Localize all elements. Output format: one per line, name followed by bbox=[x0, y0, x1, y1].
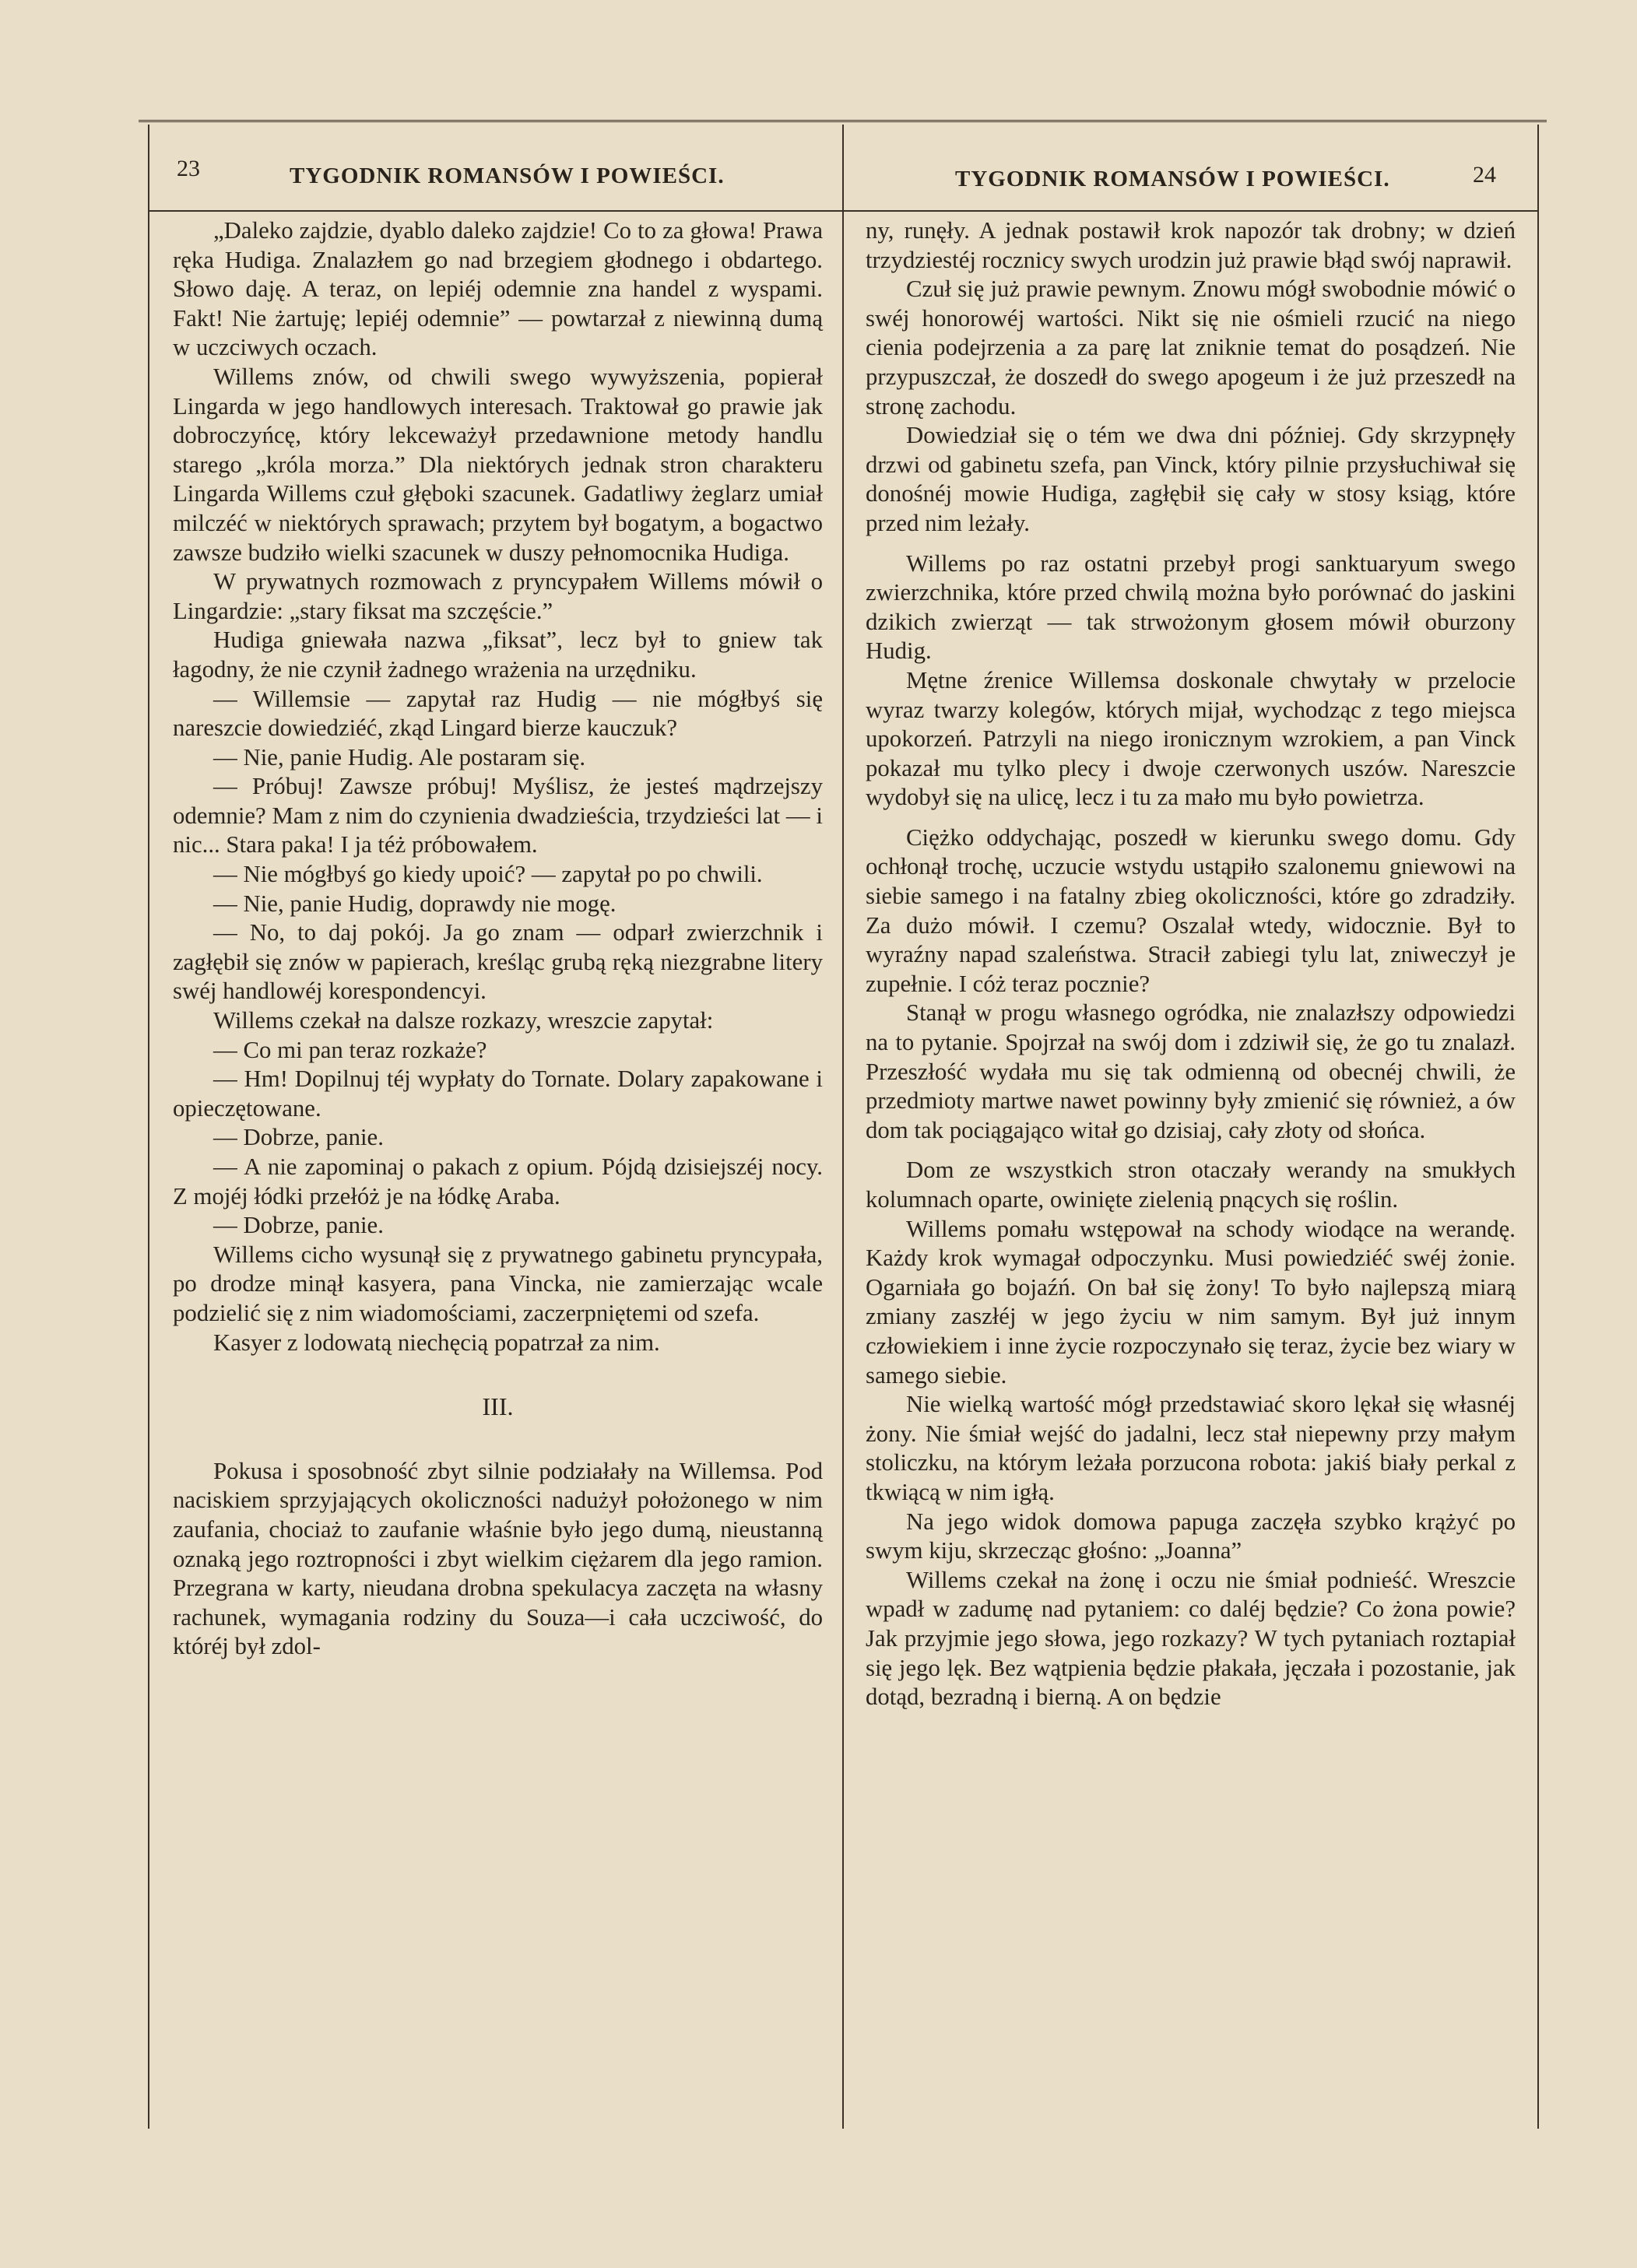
paragraph: Willems znów, od chwili swego wywyższenia, popierał Lingarda w jego handlowych interesach. Traktował go prawie jak dobroczyńcę, który lekceważył przedawnione metody handlu starego „króla morza.” Dla niektórych jednak stron charakteru Lingarda Willems czuł głęboki szacunek. Gadatliwy żeglarz umiał milczéć w niektórych sprawach; przytem był bogatym, a bogactwo zawsze budziło wielki szacunek w duszy pełnomocnika Hudiga. bbox=[173, 363, 823, 566]
paragraph: Ciężko oddychając, poszedł w kierunku swego domu. Gdy ochłonął trochę, uczucie wstydu ustąpiło szalonemu gniewowi na siebie samego i na fatalny zbieg okoliczności, które go zdradziły. Za dużo mówił. I czemu? Oszalał wtedy, widocznie. Był to wyraźny napad szaleństwa. Stracił zabiegi tylu lat, zniweczył je zupełnie. I cóż teraz pocznie? bbox=[866, 823, 1516, 997]
dialogue-line: — A nie zapominaj o pakach z opium. Pójdą dzisiejszéj nocy. Z mojéj łódki przełóż je na łódkę Araba. bbox=[173, 1153, 823, 1209]
paragraph: W prywatnych rozmowach z pryncypałem Willems mówił o Lingardzie: „stary fiksat ma szczęście.” bbox=[173, 568, 823, 624]
page-number-left: 23 bbox=[177, 156, 200, 181]
paragraph: Dom ze wszystkich stron otaczały werandy na smukłych kolumnach oparte, owinięte zielenią pnących się roślin. bbox=[866, 1157, 1516, 1213]
dialogue-line: — Co mi pan teraz rozkaże? bbox=[213, 1036, 487, 1063]
dialogue-line: — Próbuj! Zawsze próbuj! Myślisz, że jesteś mądrzejszy odemnie? Mam z nim do czynienia dwadzieścia, trzydzieści lat — i nic... Stara paka! I ja téż próbowałem. bbox=[173, 773, 823, 858]
paragraph: „Daleko zajdzie, dyablo daleko zajdzie! Co to za głowa! Prawa ręka Hudiga. Znalazłem go nad brzegiem głodnego i obdartego. Słowo daję. A teraz, on lepiéj odemnie zna handel z wyspami. Fakt! Nie żartuję; lepiéj odemnie” — powtarzał z niewinną dumą w uczciwych oczach. bbox=[173, 217, 823, 361]
column-divider bbox=[842, 125, 844, 2129]
paragraph: Czuł się już prawie pewnym. Znowu mógł swobodnie mówić o swéj honorowéj wartości. Nikt się nie ośmieli rzucić na niego cienia podejrzenia a za parę lat zniknie temat do posądzeń. Nie przypuszczał, że doszedł do swego apogeum i że już przeszedł na stronę zachodu. bbox=[866, 276, 1516, 420]
right-column bbox=[866, 216, 1516, 1712]
paragraph: Hudiga gniewała nazwa „fiksat”, lecz był to gniew tak łagodny, że nie czynił żadnego wrażenia na urzędniku. bbox=[173, 627, 823, 683]
page-number-right: 24 bbox=[1473, 162, 1496, 188]
paragraph: Willems pomału wstępował na schody wiodące na werandę. Każdy krok wymagał odpoczynku. Musi powiedziéć swéj żonie. Ogarniała go bojaźń. On bał się żony! To było najlepszą miarą zmiany zaszłéj w jego życiu w nim samym. Był już innym człowiekiem i inne życie rozpoczynało się teraz, życie bez wiary w samego siebie. bbox=[866, 1215, 1516, 1389]
paragraph: Dowiedział się o tém we dwa dni później. Gdy skrzypnęły drzwi od gabinetu szefa, pan Vinck, który pilnie przysłuchiwał się donośnéj mowie Hudiga, zagłębił się cały w stosy ksiąg, które przed nim leżały. bbox=[866, 422, 1516, 536]
paragraph: Pokusa i sposobność zbyt silnie podziałały na Willemsa. Pod naciskiem sprzyjających okoliczności nadużył położonego w nim zaufania, chociaż to zaufanie właśnie było jego dumą, nieustanną oznaką jego roztropności i zbyt wielkim ciężarem dla jego ramion. Przegrana w karty, nieudana drobna spekulacya zaczęta na własny rachunek, wymagania rodziny du Souza—i cała uczciwość, do któréj był zdol- bbox=[173, 1457, 823, 1660]
dialogue-line: — Nie mógłbyś go kiedy upoić? — zapytał po po chwili. bbox=[213, 861, 763, 888]
dialogue-line: — Dobrze, panie. bbox=[213, 1124, 384, 1151]
paragraph: Mętne źrenice Willemsa doskonale chwytały w przelocie wyraz twarzy kolegów, których mijał, wychodząc z tego miejsca upokorzeń. Patrzyli na niego ironicznym wzrokiem, a pan Vinck pokazał mu tylko plecy i dwoje czerwonych uszów. Nareszcie wydobył się na ulicę, lecz i tu za mało mu było powietrza. bbox=[866, 666, 1516, 811]
dialogue-line: — Nie, panie Hudig. Ale postaram się. bbox=[213, 743, 586, 771]
dialogue-line: — Nie, panie Hudig, doprawdy nie mogę. bbox=[213, 890, 617, 917]
paragraph: Kasyer z lodowatą niechęcią popatrzał za nim. bbox=[213, 1329, 660, 1356]
page-frame bbox=[148, 125, 1539, 2129]
running-title-right: TYGODNIK ROMANSÓW I POWIEŚCI. bbox=[955, 167, 1390, 191]
section-heading: III. bbox=[482, 1392, 514, 1421]
paragraph: Na jego widok domowa papuga zaczęła szybko krążyć po swym kiju, skrzecząc głośno: „Joanna” bbox=[866, 1508, 1516, 1564]
paragraph: Willems czekał na żonę i oczu nie śmiał podnieść. Wreszcie wpadł w zadumę nad pytaniem: co daléj będzie? Co żona powie? Jak przyjmie jego słowa, jego rozkazy? W tych pytaniach roztapiał się jego lęk. Bez wątpienia będzie płakała, jęczała i pozostanie, jak dotąd, bezradną i bierną. A on będzie bbox=[866, 1566, 1516, 1711]
paragraph: Willems cicho wysunął się z prywatnego gabinetu pryncypała, po drodze minął kasyera, pana Vincka, nie zamierzając wcale podzielić się z nim wiadomościami, zaczerpniętemi od szefa. bbox=[173, 1241, 823, 1326]
dialogue-line: — No, to daj pokój. Ja go znam — odparł zwierzchnik i zagłębił się znów w papierach, kreśląc grubą ręką niezgrabne litery swéj handlowéj korespondencyi. bbox=[173, 919, 823, 1005]
paragraph: Stanął w progu własnego ogródka, nie znalazłszy odpowiedzi na to pytanie. Spojrzał na swój dom i zdziwił się, że go tu znalazł. Przeszłość wydała mu się tak odmienną od obecnéj chwili, że przedmioty martwe nawet powinny były zmienić się również, a ów dom tak pociągająco witał go dzisiaj, cały złoty od słońca. bbox=[866, 999, 1516, 1143]
dialogue-line: — Dobrze, panie. bbox=[213, 1212, 384, 1239]
dialogue-line: — Hm! Dopilnuj téj wypłaty do Tornate. Dolary zapakowane i opieczętowane. bbox=[173, 1066, 823, 1122]
paragraph: Willems czekał na dalsze rozkazy, wreszcie zapytał: bbox=[213, 1007, 714, 1034]
running-title-left: TYGODNIK ROMANSÓW I POWIEŚCI. bbox=[290, 163, 725, 188]
dialogue-line: — Willemsie — zapytał raz Hudig — nie mógłbyś się nareszcie dowiedziéć, zkąd Lingard bierze kauczuk? bbox=[173, 685, 823, 742]
left-column bbox=[173, 216, 823, 1662]
paragraph: Willems po raz ostatni przebył progi sanktuaryum swego zwierzchnika, które przed chwilą można było porównać do jaskini dzikich zwierząt — tak strwożonym głosem mówił oburzony Hudig. bbox=[866, 549, 1516, 665]
paragraph: Nie wielką wartość mógł przedstawiać skoro lękał się własnéj żony. Nie śmiał wejść do jadalni, lecz stał niepewny przy małym stoliczku, na którym leżała porzucona robota: jakiś biały perkal z tkwiącą w nim igłą. bbox=[866, 1391, 1516, 1505]
paragraph-continued: ny, runęły. A jednak postawił krok napozór tak drobny; w dzień trzydziestéj rocznicy swych urodzin już prawie błąd swój naprawił. bbox=[866, 217, 1516, 273]
